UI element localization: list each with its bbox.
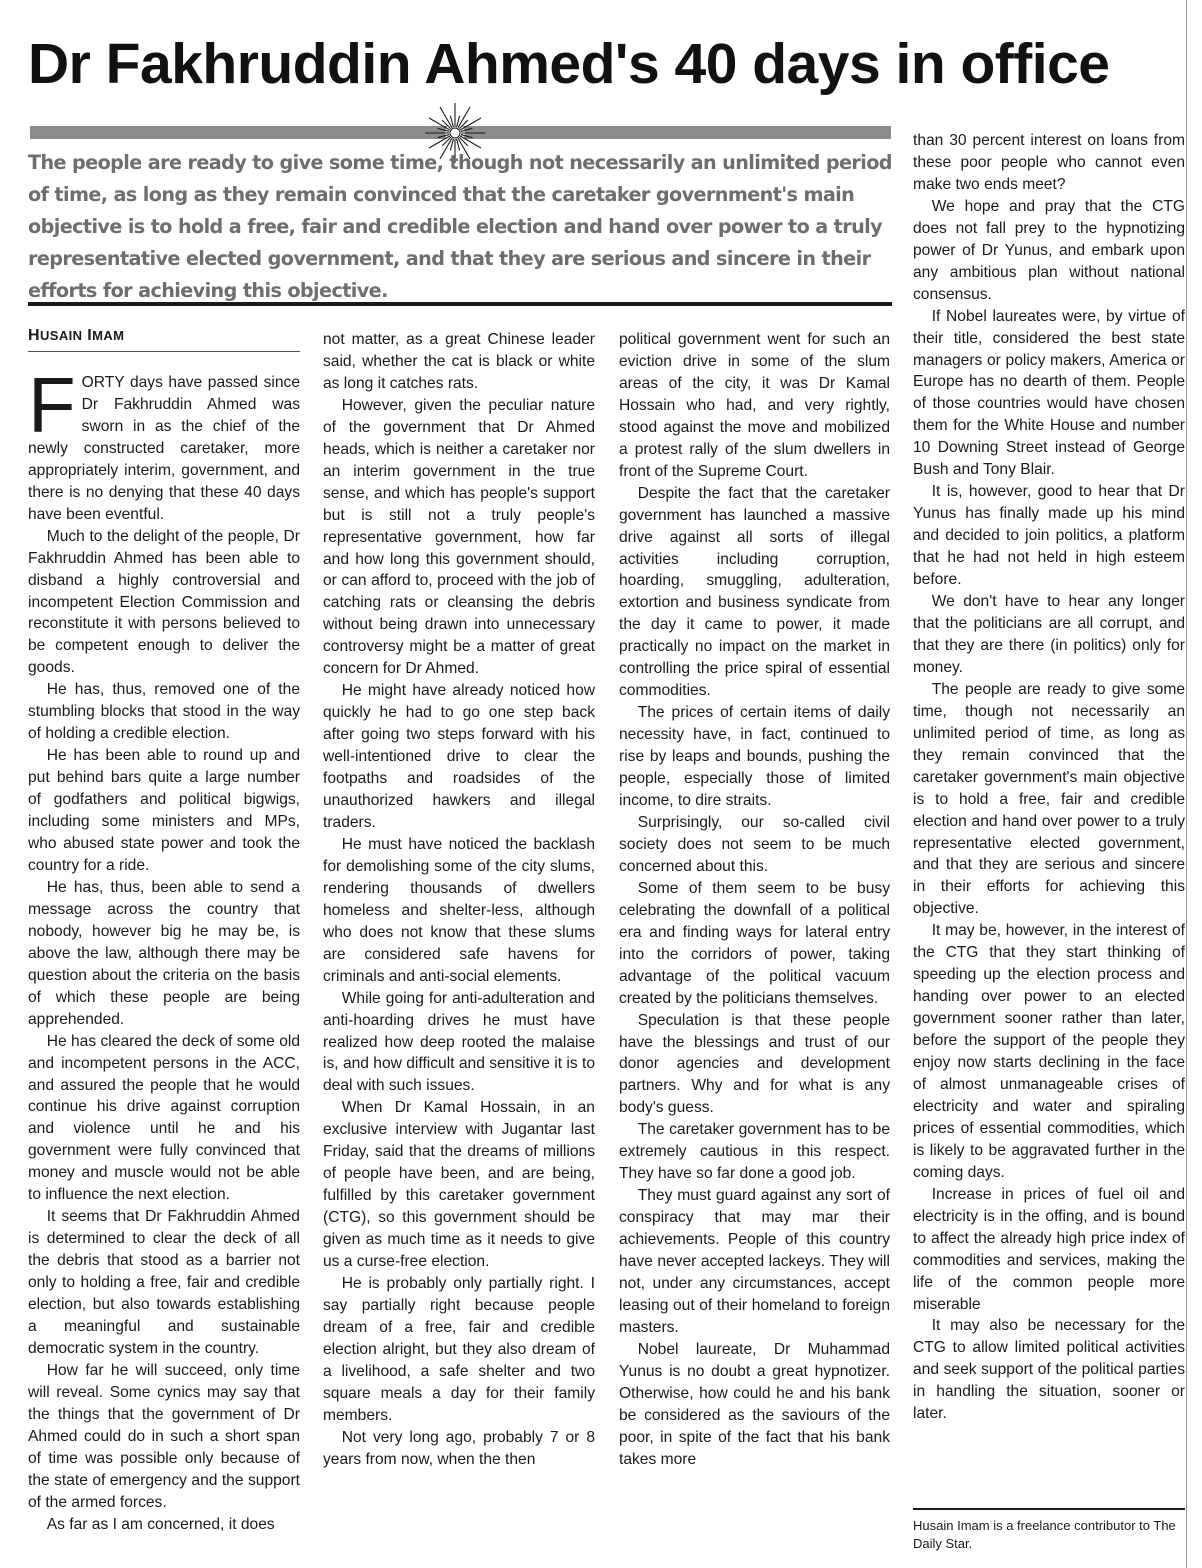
headline: Dr Fakhruddin Ahmed's 40 days in office [28, 32, 1110, 96]
paragraph: Some of them seem to be busy celebrating the downfall of a political era and finding ways for lateral entry into the corridors of power, taking advantage of the political vacuum created by the politicians themselves. [619, 879, 890, 1007]
paragraph: It seems that Dr Fakhruddin Ahmed is determined to clear the deck of all the debris that stood as a barrier not only to holding a free, fair and credible election, but also towards establishing a meaningful and sustainable democratic system in the country. [28, 1208, 300, 1357]
paragraph: Speculation is that these people have the blessings and trust of our donor agencies and development partners. Why and for what is any body's guess. [619, 1011, 890, 1117]
drop-cap: F [28, 372, 76, 449]
paragraph: Nobel laureate, Dr Muhammad Yunus is no doubt a great hypnotizer. Otherwise, how could he and his bank be considered as the saviours of the poor, in spite of the fact that his bank takes more [619, 1340, 890, 1468]
paragraph: political government went for such an eviction drive in some of the slum areas of the city, it was Dr Kamal Hossain who had, and very rightly, stood against the move and mobilized a protest rally of the slum dwellers in front of the Supreme Court. [619, 331, 890, 480]
paragraph [28, 372, 300, 526]
byline-last-rest: MAM [92, 328, 125, 343]
byline-first-initial: H [28, 327, 40, 344]
paragraph: than 30 percent interest on loans from these poor people who cannot even make two ends meet? [913, 132, 1185, 193]
byline-first-rest: USAIN [39, 328, 83, 343]
paragraph: He has been able to round up and put behind bars quite a large number of godfathers and political bigwigs, including some ministers and MPs, who abused state power and took the country for a ride. [28, 747, 300, 874]
paragraph: Surprisingly, our so-called civil society does not seem to be much concerned about this. [619, 813, 890, 875]
paragraph: It may also be necessary for the CTG to allow limited political activities and seek support of the political parties in handling the situation, sooner or later. [913, 1317, 1185, 1423]
paragraph: While going for anti-adulteration and anti-hoarding drives he must have realized how deep rooted the malaise is, and how difficult and sensitive it is to deal with such issues. [323, 989, 595, 1095]
paragraph: not matter, as a great Chinese leader said, whether the cat is black or white as long it catches rats. [323, 331, 595, 392]
article-column-4 [913, 130, 1185, 1494]
article-column-1 [28, 372, 300, 1568]
paragraph: He has, thus, removed one of the stumbling blocks that stood in the way of holding a credible election. [28, 681, 300, 743]
paragraph: It may be, however, in the interest of the CTG that they start thinking of speeding up the election process and handing over power to an elected government sooner rather than later, before the support of the people they enjoy now starts declining in the face of almost unmanageable crises of electricity and water and spiraling prices of essential commodities, which is likely to be aggravated further in the coming days. [913, 922, 1185, 1181]
section-rule [28, 302, 892, 306]
paragraph: Much to the delight of the people, Dr Fakhruddin Ahmed has been able to disband a highly controversial and incompetent Election Commission and reconstitute it with persons believed to be competent enough to deliver the goods. [28, 527, 300, 677]
byline [28, 325, 300, 352]
paragraph: They must guard against any sort of conspiracy that may mar their achievements. People of this country have never accepted lackeys. They will not, under any circumstances, accept leasing out of their homeland to foreign masters. [619, 1187, 890, 1336]
right-border-rule [1186, 0, 1187, 1568]
paragraph: He must have noticed the backlash for demolishing some of the city slums, rendering thousands of dwellers homeless and shelter-less, although who does not know that these slums are considered safe havens for criminals and anti-social elements. [323, 835, 595, 985]
paragraph: The caretaker government has to be extremely cautious in this respect. They have so far done a good job. [619, 1121, 890, 1183]
paragraph: Increase in prices of fuel oil and electricity is in the offing, and is bound to affect the already high price index of commodities and services, making the life of the common people more miserable [913, 1185, 1185, 1313]
paragraph: He is probably only partially right. I say partially right because people dream of a free, fair and credible election alright, but they also dream of a livelihood, a safe shelter and two square meals a day for their family members. [323, 1274, 595, 1424]
byline-last-initial: I [87, 327, 93, 344]
article-column-2 [323, 329, 595, 1568]
paragraph: He might have already noticed how quickly he had to go one step back after going two steps forward with his well-intentioned drive to clear the footpaths and roadsides of the unauthorized hawkers and illegal traders. [323, 682, 595, 831]
paragraph-text: ORTY days have passed since Dr Fakhruddin Ahmed was sworn in as the chief of the newly constructed caretaker, more appropriately interim, government, and there is no denying that these 40 days have been eventful. [28, 374, 300, 523]
paragraph: If Nobel laureates were, by virtue of their title, considered the best state managers or policy makers, America or Europe has no dearth of them. People of those countries would have chosen them for the White House and number 10 Downing Street instead of George Bush and Tony Blair. [913, 307, 1185, 479]
paragraph: Despite the fact that the caretaker government has launched a massive drive against all sorts of illegal activities including corruption, hoarding, smuggling, adulteration, extortion and business syndicate from the day it came to power, it made practically no impact on the market in controlling the price spiral of essential commodities. [619, 484, 890, 700]
credit-rule [913, 1508, 1185, 1510]
paragraph: However, given the peculiar nature of the government that Dr Ahmed heads, which is neither a caretaker nor an interim government in the true sense, and which has people's support but is still not a truly people's representative government, how far and how long this government should, or can afford to, proceed with the job of catching rats or cleansing the debris without being drawn into unnecessary controversy might be a matter of great concern for Dr Ahmed. [323, 396, 595, 678]
paragraph: We hope and pray that the CTG does not fall prey to the hypnotizing power of Dr Yunus, and embark upon any ambitious plan without national consensus. [913, 197, 1185, 303]
paragraph: The prices of certain items of daily necessity have, in fact, continued to rise by leaps and bounds, pushing the people, especially those of limited income, to dire straits. [619, 704, 890, 810]
deck-summary: The people are ready to give some time, though not necessarily an unlimited period of time, as long as they remain convinced that the caretaker government's main objective is to hold a free, fair and credible election and hand over power to a truly representative elected government, and that they are serious and sincere in their efforts for achieving this objective. [28, 151, 892, 302]
paragraph: Not very long ago, probably 7 or 8 years from now, when the then [323, 1428, 595, 1468]
paragraph: We don't have to hear any longer that the politicians are all corrupt, and that they are there (in politics) only for money. [913, 593, 1185, 676]
paragraph: How far he will succeed, only time will reveal. Some cynics may say that the things that the government of Dr Ahmed could do in such a short span of time was possible only because of the state of emergency and the support of the armed forces. [28, 1361, 300, 1511]
paragraph: It is, however, good to hear that Dr Yunus has finally made up his mind and decided to join politics, a platform that he had not held in high esteem before. [913, 483, 1185, 589]
paragraph: As far as I am concerned, it does [46, 1515, 275, 1533]
paragraph: When Dr Kamal Hossain, in an exclusive interview with Jugantar last Friday, said that the dreams of millions of people have been, and are being, fulfilled by this caretaker government (CTG), so this government should be given as much time as it needs to give us a curse-free election. [323, 1099, 595, 1271]
paragraph: He has cleared the deck of some old and incompetent persons in the ACC, and assured the people that he would continue his drive against corruption and violence until he and his government were fully convinced that money and muscle would not be able to influence the next election. [28, 1032, 300, 1204]
article-column-3 [619, 329, 890, 1568]
paragraph: He has, thus, been able to send a message across the country that nobody, however big he may be, is above the law, although there may be question about the criteria on the basis of which these people are being apprehended. [28, 878, 300, 1028]
paragraph: The people are ready to give some time, though not necessarily an unlimited period of time, as long as they remain convinced that the caretaker government's main objective is to hold a free, fair and credible election and hand over power to a truly representative elected government, and that they are serious and sincere in their efforts for achieving this objective. [913, 680, 1185, 918]
author-credit: Husain Imam is a freelance contributor to The Daily Star. [913, 1518, 1176, 1551]
